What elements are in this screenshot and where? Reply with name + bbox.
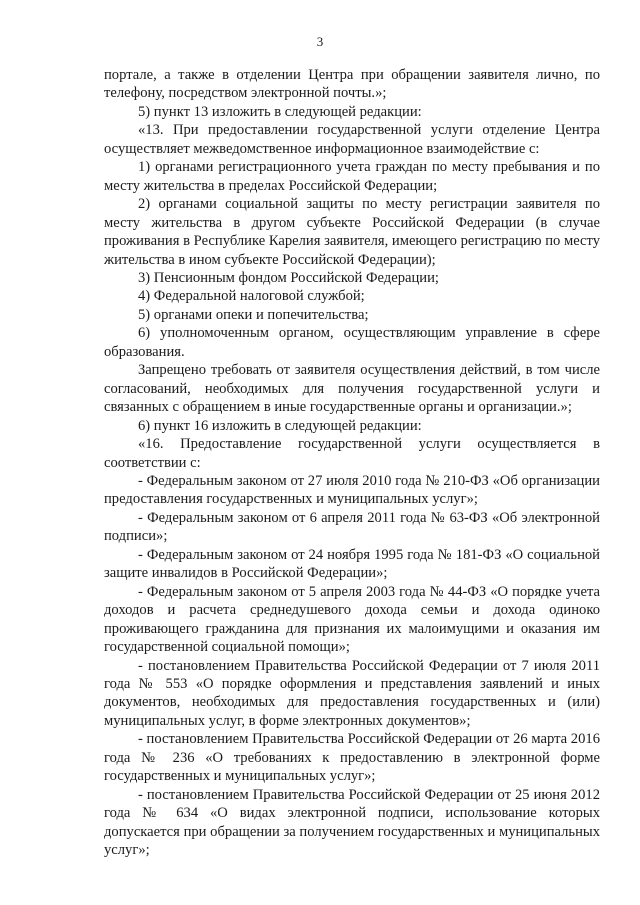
- paragraph-list-item: 3) Пенсионным фондом Российской Федерации;: [138, 269, 439, 286]
- paragraph-list-item: 2) органами социальной защиты по месту регистрации заявителя по месту жительства в другом субъекте Российской Федерации (в случае проживания в Республике Карелия заявителя, имеющего регистрацию по месту жительства в ином субъекте Российской Федерации);: [104, 196, 600, 268]
- paragraph-law-reference: - Федеральным законом от 5 апреля 2003 года № 44-ФЗ «О порядке учета доходов и расчета среднедушевого дохода семьи и дохода одиноко проживающего гражданина для признания их малоимущими и оказания им государственной социальной помощи»;: [104, 583, 600, 656]
- paragraph-prohibition: Запрещено требовать от заявителя осуществления действий, в том числе согласований, необходимых для получения государственной услуги и связанных с обращением в иные государственные органы и организации.»;: [104, 362, 600, 416]
- paragraph-law-reference: - Федеральным законом от 6 апреля 2011 года № 63-ФЗ «Об электронной подписи»;: [104, 509, 600, 545]
- paragraph-law-reference: - постановлением Правительства Российской Федерации от 26 марта 2016 года № 236 «О требованиях к предоставлению в электронной форме государственных и муниципальных услуг»;: [104, 731, 600, 785]
- paragraph-law-reference: - постановлением Правительства Российской Федерации от 25 июня 2012 года № 634 «О видах электронной подписи, использование которых допускается при обращении за получением государственных и муниципальных услуг»;: [104, 786, 600, 859]
- paragraph-clause-16: «16. Предоставление государственной услуги осуществляется в соответствии с:: [104, 436, 600, 471]
- paragraph-list-item: 5) органами опеки и попечительства;: [138, 306, 369, 323]
- paragraph-list-item: 4) Федеральной налоговой службой;: [138, 288, 365, 305]
- paragraph-law-reference: - Федеральным законом от 24 ноября 1995 года № 181-ФЗ «О социальной защите инвалидов в Российской Федерации»;: [104, 546, 600, 582]
- paragraph-law-reference: - Федеральным законом от 27 июля 2010 года № 210-ФЗ «Об организации предоставления государственных и муниципальных услуг»;: [104, 472, 600, 508]
- paragraph-item-6: 6) пункт 16 изложить в следующей редакции:: [138, 417, 422, 434]
- paragraph-clause-13: «13. При предоставлении государственной услуги отделение Центра осуществляет межведомственное информационное взаимодействие с:: [104, 122, 600, 157]
- paragraph-list-item: 1) органами регистрационного учета граждан по месту пребывания и по месту жительства в пределах Российской Федерации;: [104, 159, 600, 194]
- paragraph-law-reference: - постановлением Правительства Российской Федерации от 7 июля 2011 года № 553 «О порядке оформления и представления заявлений и иных документов, необходимых для предоставления государственных и (или) муниципальных услуг, в форме электронных документов»;: [104, 657, 600, 729]
- paragraph-list-item: 6) уполномоченным органом, осуществляющим управление в сфере образования.: [104, 325, 600, 360]
- page-number: 3: [316, 34, 324, 49]
- document-body: [104, 66, 600, 859]
- paragraph-item-5: 5) пункт 13 изложить в следующей редакции:: [138, 103, 422, 120]
- paragraph-continuation: порталe, а также в отделении Центра при обращении заявителя лично, по телефону, посредством электронной почты.»;: [104, 67, 600, 102]
